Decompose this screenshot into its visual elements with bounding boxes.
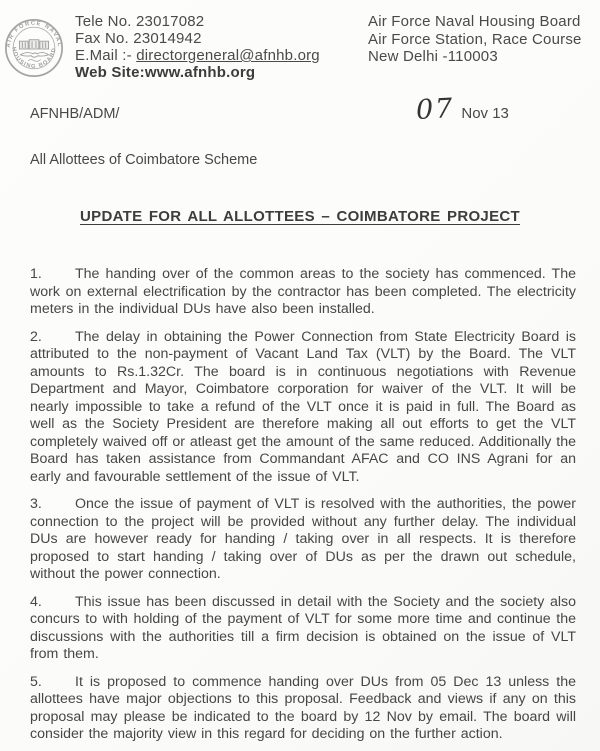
seal-graphic [3, 16, 65, 80]
fax-line: Fax No. 23014942 [75, 30, 202, 47]
paragraph-1 [30, 266, 576, 319]
paragraph-4-text: This issue has been discussed in detail with the Society and the society also concurs to with holding of the payment of VLT for some more time and continue the discussions with the authorities till a firm decision is obtained on the issue of VLT from them. [30, 593, 576, 662]
paragraph-5-number: 5. [30, 673, 42, 690]
paragraph-1-text: The handing over of the common areas to the society has commenced. The work on external electrification by the contractor has been completed. The electricity meters in the individual DUs have also been installed. [30, 266, 576, 317]
letter-title: UPDATE FOR ALL ALLOTTEES – COIMBATORE PROJECT [80, 208, 520, 225]
address-block [368, 13, 582, 66]
paragraph-4 [30, 594, 576, 664]
paragraph-3 [30, 496, 576, 584]
address-line-1: Air Force Naval Housing Board [368, 13, 581, 30]
paragraph-5-text: It is proposed to commence handing over DUs from 05 Dec 13 unless the allottees have major objections to this proposal. Feedback and views if any on this proposal may please be indicated to the board by 12 Nov by email. The board will consider the majority view in this regard for deciding on the further action. [30, 673, 576, 742]
date-line [416, 94, 509, 125]
email-address: directorgeneral@afnhb.org [136, 47, 320, 64]
seal-eagle-emblem [20, 53, 48, 62]
date-month-year: Nov 13 [461, 105, 509, 122]
website-line: Web Site:www.afnhb.org [75, 64, 256, 81]
handwritten-day: 07 [415, 93, 456, 126]
email-line [75, 47, 320, 64]
paragraph-4-number: 4. [30, 593, 42, 610]
tele-line: Tele No. 23017082 [75, 13, 205, 30]
letter-body [30, 266, 576, 751]
paragraph-2-text: The delay in obtaining the Power Connection from State Electricity Board is attributed to the non-payment of Vacant Land Tax (VLT) by the Board. The VLT amounts to Rs.1.32Cr. The board is in continuous negotiations with Revenue Department and Mayor, Coimbatore corporation for waiver of the VLT. It will be nearly impossible to take a refund of the VLT once it is paid in full. The Board as well as the Society President are therefore making all out efforts to get the VLT completely waived off or atleast get the amount of the same reduced. Additionally the Board has taken assistance from Commandant AFAC and CO INS Agrani for an early and favourable settlement of the issue of VLT. [30, 328, 576, 485]
seal-text-bottom: HOUSING BOARD [10, 46, 58, 70]
seal-buildings-emblem [19, 40, 48, 49]
svg-text:HOUSING BOARD [10, 47, 58, 70]
email-prefix: E.Mail :- [75, 47, 137, 64]
reference-number: AFNHB/ADM/ [30, 106, 120, 122]
paragraph-3-number: 3. [30, 496, 42, 512]
paragraph-1-number: 1. [30, 266, 42, 282]
afnhb-seal-logo [3, 16, 65, 80]
paragraph-2-number: 2. [30, 328, 42, 345]
paragraph-3-text: Once the issue of payment of VLT is resolved with the authorities, the power connection to the project will be provided without any further delay. The individual DUs are however ready for handing / taking over in all respects. It is therefore proposed to start handing / taking over of DUs as per the drawn out schedule, without the power connection. [30, 496, 576, 582]
address-line-2: Air Force Station, Race Course [368, 30, 582, 48]
paragraph-2 [30, 329, 576, 487]
paragraph-5 [30, 674, 576, 744]
contact-block [75, 13, 320, 81]
address-line-3: New Delhi -110003 [368, 48, 498, 65]
seal-text-top: AIR FORCE NAVAL [5, 20, 63, 49]
addressee-line: All Allottees of Coimbatore Scheme [30, 152, 258, 168]
